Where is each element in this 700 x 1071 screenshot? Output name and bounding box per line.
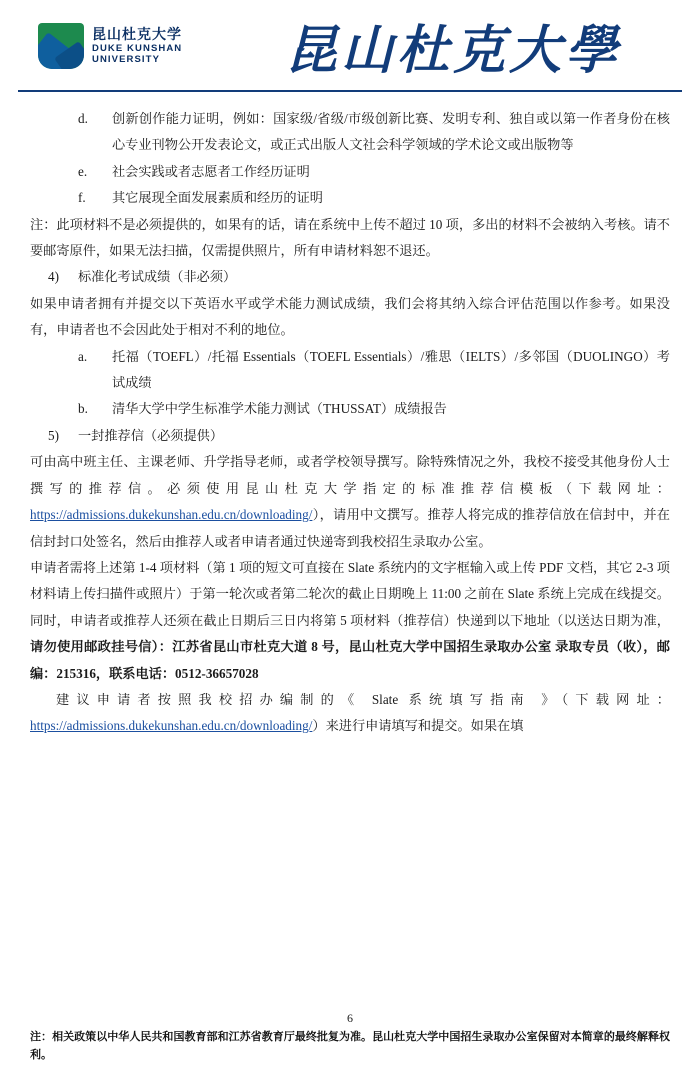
document-content (0, 92, 700, 740)
item-marker-4b: b. (78, 401, 88, 417)
logo-text-block (92, 27, 182, 66)
item-text-4b: 清华大学中学生标准学术能力测试（THUSSAT）成绩报告 (112, 401, 447, 417)
header-divider (18, 90, 682, 92)
item-text-f: 其它展现全面发展素质和经历的证明 (112, 190, 323, 206)
item5-p3-before: 建议申请者按照我校招办编制的《 Slate 系统填写指南 》（下载网址： (56, 691, 670, 707)
list-item (30, 396, 670, 422)
shield-logo-icon (38, 23, 84, 69)
item5-paragraph-3 (30, 687, 670, 740)
slate-guide-link[interactable]: https://admissions.dukekunshan.edu.cn/downloading/ (30, 718, 313, 734)
item5-paragraph-1 (30, 449, 670, 555)
item-title-5: 一封推荐信（必须提供） (78, 427, 224, 443)
item5-p2-bold: 请勿使用邮政挂号信）：江苏省昆山市杜克大道 8 号，昆山杜克大学中国招生录取办公室 录取专员（收），邮编：215316，联系电话：0512-36657028 (30, 639, 670, 681)
item-title-4: 标准化考试成绩（非必须） (78, 269, 237, 285)
list-item (30, 106, 670, 159)
university-logo (38, 23, 182, 69)
item-text-d: 创新创作能力证明，例如：国家级/省级/市级创新比赛、发明专利、独自或以第一作者身份在核心专业刊物公开发表论文，或正式出版人文社会科学领域的学术论文或出版物等 (112, 111, 670, 153)
item5-p1-before: 可由高中班主任、主课老师、升学指导老师，或者学校领导撰写。除特殊情况之外，我校不接受其他身份人士撰写的推荐信。必须使用昆山杜克大学指定的标准推荐信模板（下载网址： (30, 454, 670, 496)
item-text-4a: 托福（TOEFL）/托福 Essentials（TOEFL Essentials）/雅思（IELTS）/多邻国（DUOLINGO）考试成绩 (112, 348, 670, 391)
item5-p3-after: ）来进行申请填写和提交。如果在填 (312, 718, 524, 734)
list-item (30, 344, 670, 397)
list-item (30, 159, 670, 185)
list-item (30, 264, 670, 290)
item-marker-4a: a. (78, 348, 88, 364)
logo-english-name-line1: DUKE KUNSHAN (92, 43, 183, 55)
item-marker-4: 4) (48, 269, 59, 285)
item4-body: 如果申请者拥有并提交以下英语水平或学术能力测试成绩，我们会将其纳入综合评估范围以作参考。如果没有，申请者也不会因此处于相对不利的地位。 (30, 295, 670, 338)
footnote-text: 注：相关政策以中华人民共和国教育部和江苏省教育厅最终批复为准。昆山杜克大学中国招生录取办公室保留对本简章的最终解释权利。 (30, 1030, 670, 1062)
item-marker-e: e. (78, 163, 88, 179)
item-marker-d: d. (78, 111, 88, 126)
logo-english-name-line2: UNIVERSITY (92, 53, 161, 65)
item5-p2-normal: 申请者需将上述第 1-4 项材料（第 1 项的短文可直接在 Slate 系统内的文字框输入或上传 PDF 文档，其它 2-3 项材料请上传扫描件或照片）于第一轮次或者第二轮次的截止日期晚上 11:00 之前在 Slate 系统上完成在线提交。同时，申请者或推荐人还须在截止日期后三日内将第 5 项材料（推荐信）快递到以下地址（以送达日期为准， (30, 559, 670, 628)
item5-p1-after: ），请用中文撰写。推荐人将完成的推荐信放在信封中，并在信封封口处签名，然后由推荐人或者申请者通过快递寄到我校招生录取办公室。 (30, 507, 670, 549)
item-marker-f: f. (78, 190, 86, 206)
list-item (30, 423, 670, 449)
page-header (0, 0, 700, 92)
logo-chinese-name: 昆山杜克大学 (92, 25, 182, 42)
item-text-e: 社会实践或者志愿者工作经历证明 (112, 163, 310, 179)
page-footer (0, 1011, 700, 1065)
item5-paragraph-2 (30, 555, 670, 687)
item-marker-5: 5) (48, 427, 59, 443)
list-item (30, 185, 670, 211)
note-paragraph: 注：此项材料不是必须提供的，如果有的话，请在系统中上传不超过 10 项，多出的材料不会被纳入考核。请不要邮寄原件，如果无法扫描，仅需提供照片，所有申请材料恕不退还。 (30, 216, 670, 259)
page-number: 6 (347, 1010, 353, 1025)
recommendation-template-link[interactable]: https://admissions.dukekunshan.edu.cn/downloading/ (30, 507, 313, 523)
calligraphy-title: 昆山杜克大學 (285, 20, 622, 81)
